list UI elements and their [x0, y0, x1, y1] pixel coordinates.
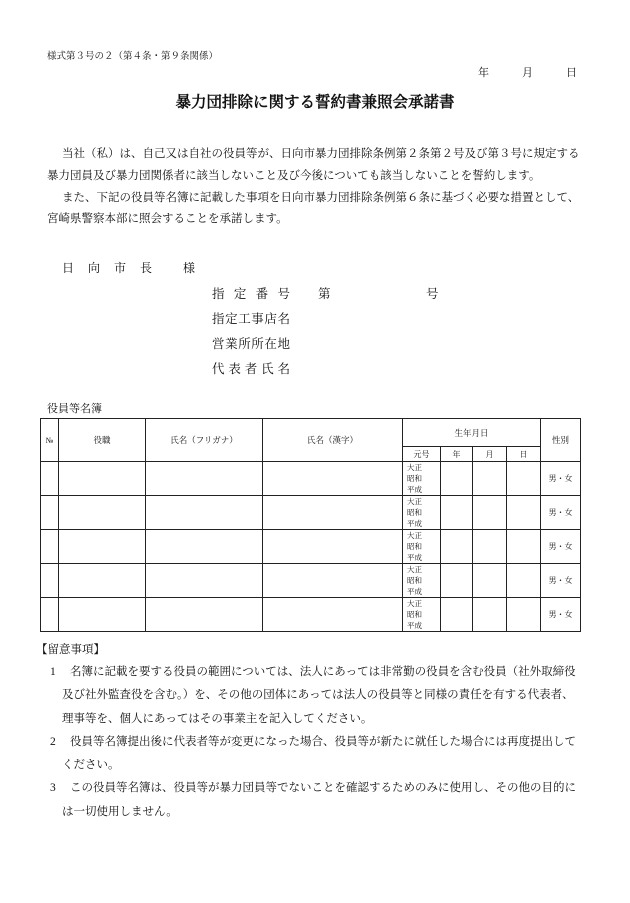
roster-cell-year: [441, 530, 473, 564]
era-option-taisho: 大正: [407, 531, 422, 540]
roster-cell-position: [59, 598, 146, 632]
note-number: 1: [50, 666, 56, 678]
era-option-showa: 昭和: [407, 610, 422, 619]
header-name-kana: 氏名（フリガナ）: [146, 419, 263, 462]
era-option-showa: 昭和: [407, 576, 422, 585]
roster-cell-month: [473, 530, 507, 564]
roster-row: [41, 598, 581, 632]
header-year: 年: [441, 447, 473, 462]
office-address-label: 営業所所在地: [212, 337, 290, 351]
pledge-paragraph: 当社（私）は、自己又は自社の役員等が、日向市暴力団排除条例第２条第２号及び第３号に規定する暴力団員及び暴力団関係者に該当しないこと及び今後についても該当しないことを誓約します。: [47, 148, 580, 182]
roster-cell-name-kana: [146, 564, 263, 598]
roster-header-row: [41, 419, 581, 447]
roster-cell-name-kanji: [263, 530, 403, 564]
era-option-heisei: 平成: [407, 519, 422, 528]
roster-cell-gender: 男・女: [541, 564, 581, 598]
roster-cell-year: [441, 462, 473, 496]
roster-cell-name-kana: [146, 462, 263, 496]
roster-cell-position: [59, 564, 146, 598]
header-day: 日: [507, 447, 541, 462]
header-name-kanji: 氏名（漢字）: [263, 419, 403, 462]
roster-cell-gender: 男・女: [541, 530, 581, 564]
note-item: [50, 661, 583, 731]
roster-cell-year: [441, 564, 473, 598]
header-birth-date: 生年月日: [403, 419, 541, 447]
era-option-taisho: 大正: [407, 599, 422, 608]
roster-cell-day: [507, 496, 541, 530]
roster-row: [41, 530, 581, 564]
note-text: この役員等名簿は、役員等が暴力団員等でないことを確認するためのみに使用し、その他の目的には一切使用しません。: [62, 782, 576, 818]
header-no: №: [41, 419, 59, 462]
era-option-taisho: 大正: [407, 463, 422, 472]
note-item: [50, 777, 583, 824]
designation-number-label: 指 定 番 号: [212, 287, 290, 301]
roster-cell-month: [473, 496, 507, 530]
era-option-showa: 昭和: [407, 542, 422, 551]
roster-cell-name-kanji: [263, 496, 403, 530]
roster-cell-gender: 男・女: [541, 462, 581, 496]
document-title: 暴力団排除に関する誓約書兼照会承諾書: [175, 94, 455, 111]
addressee-honorific: 様: [183, 261, 196, 275]
roster-cell-year: [441, 496, 473, 530]
era-option-heisei: 平成: [407, 553, 422, 562]
roster-cell-month: [473, 462, 507, 496]
roster-cell-no: [41, 598, 59, 632]
header-era: 元号: [403, 447, 441, 462]
roster-row: [41, 564, 581, 598]
roster-cell-position: [59, 496, 146, 530]
roster-cell-era: [403, 530, 441, 564]
roster-cell-name-kana: [146, 598, 263, 632]
roster-cell-name-kanji: [263, 462, 403, 496]
note-text: 役員等名簿提出後に代表者等が変更になった場合、役員等が新たに就任した場合には再度提出してください。: [62, 735, 576, 772]
header-gender: 性別: [541, 419, 581, 462]
roster-cell-month: [473, 598, 507, 632]
note-item: [50, 731, 583, 778]
designation-number-row: [212, 282, 512, 307]
roster-cell-position: [59, 462, 146, 496]
header-month: 月: [473, 447, 507, 462]
roster-cell-name-kana: [146, 496, 263, 530]
designation-number-suffix: 号: [426, 287, 439, 301]
roster-cell-no: [41, 496, 59, 530]
header-position: 役職: [59, 419, 146, 462]
office-address-row: [212, 332, 512, 357]
roster-cell-day: [507, 598, 541, 632]
era-option-taisho: 大正: [407, 565, 422, 574]
era-option-taisho: 大正: [407, 497, 422, 506]
roster-cell-day: [507, 462, 541, 496]
representative-row: [212, 357, 512, 382]
pledge-text: [47, 144, 583, 231]
roster-cell-era: [403, 496, 441, 530]
note-number: 3: [50, 782, 56, 795]
roster-table: [40, 418, 581, 632]
roster-cell-name-kana: [146, 530, 263, 564]
roster-cell-era: [403, 564, 441, 598]
era-option-showa: 昭和: [407, 474, 422, 483]
date-day-label: 日: [566, 67, 577, 79]
roster-row: [41, 496, 581, 530]
roster-cell-no: [41, 462, 59, 496]
roster-cell-era: [403, 598, 441, 632]
consent-paragraph: また、下記の役員等名簿に記載した事項を日向市暴力団排除条例第６条に基づく必要な措置として、宮崎県警察本部に照会することを承諾します。: [47, 191, 580, 226]
roster-cell-month: [473, 564, 507, 598]
representative-label: 代 表 者 氏 名: [212, 362, 290, 376]
era-option-heisei: 平成: [407, 621, 422, 630]
date-month-label: 月: [522, 67, 533, 79]
roster-cell-name-kanji: [263, 598, 403, 632]
roster-cell-gender: 男・女: [541, 496, 581, 530]
designation-number-prefix: 第: [318, 287, 331, 301]
shop-name-label: 指定工事店名: [212, 312, 290, 326]
roster-cell-era: [403, 462, 441, 496]
roster-cell-gender: 男・女: [541, 598, 581, 632]
roster-cell-day: [507, 564, 541, 598]
note-text: 名簿に記載を要する役員の範囲については、法人にあっては非常勤の役員を含む役員（社外取締役及び社外監査役を含む。）を、その他の団体にあっては法人の役員等と同様の責任を有する代表者、理事等を、個人にあってはその事業主を記入してください。: [62, 666, 576, 725]
roster-cell-position: [59, 530, 146, 564]
roster-cell-no: [41, 564, 59, 598]
roster-cell-day: [507, 530, 541, 564]
era-option-heisei: 平成: [407, 587, 422, 596]
era-option-heisei: 平成: [407, 485, 422, 494]
era-option-showa: 昭和: [407, 508, 422, 517]
roster-row: [41, 462, 581, 496]
date-year-label: 年: [478, 67, 489, 79]
notes-heading: 【留意事項】: [36, 644, 105, 656]
roster-cell-name-kanji: [263, 564, 403, 598]
note-number: 2: [50, 735, 56, 748]
roster-title: 役員等名簿: [47, 403, 102, 415]
notes-list: [50, 661, 583, 824]
roster-cell-year: [441, 598, 473, 632]
roster-cell-no: [41, 530, 59, 564]
addressee-name: 日向市長: [62, 261, 167, 275]
form-number: 様式第３号の２（第４条・第９条関係）: [47, 52, 219, 62]
shop-name-row: [212, 307, 512, 332]
applicant-block: [212, 282, 512, 382]
